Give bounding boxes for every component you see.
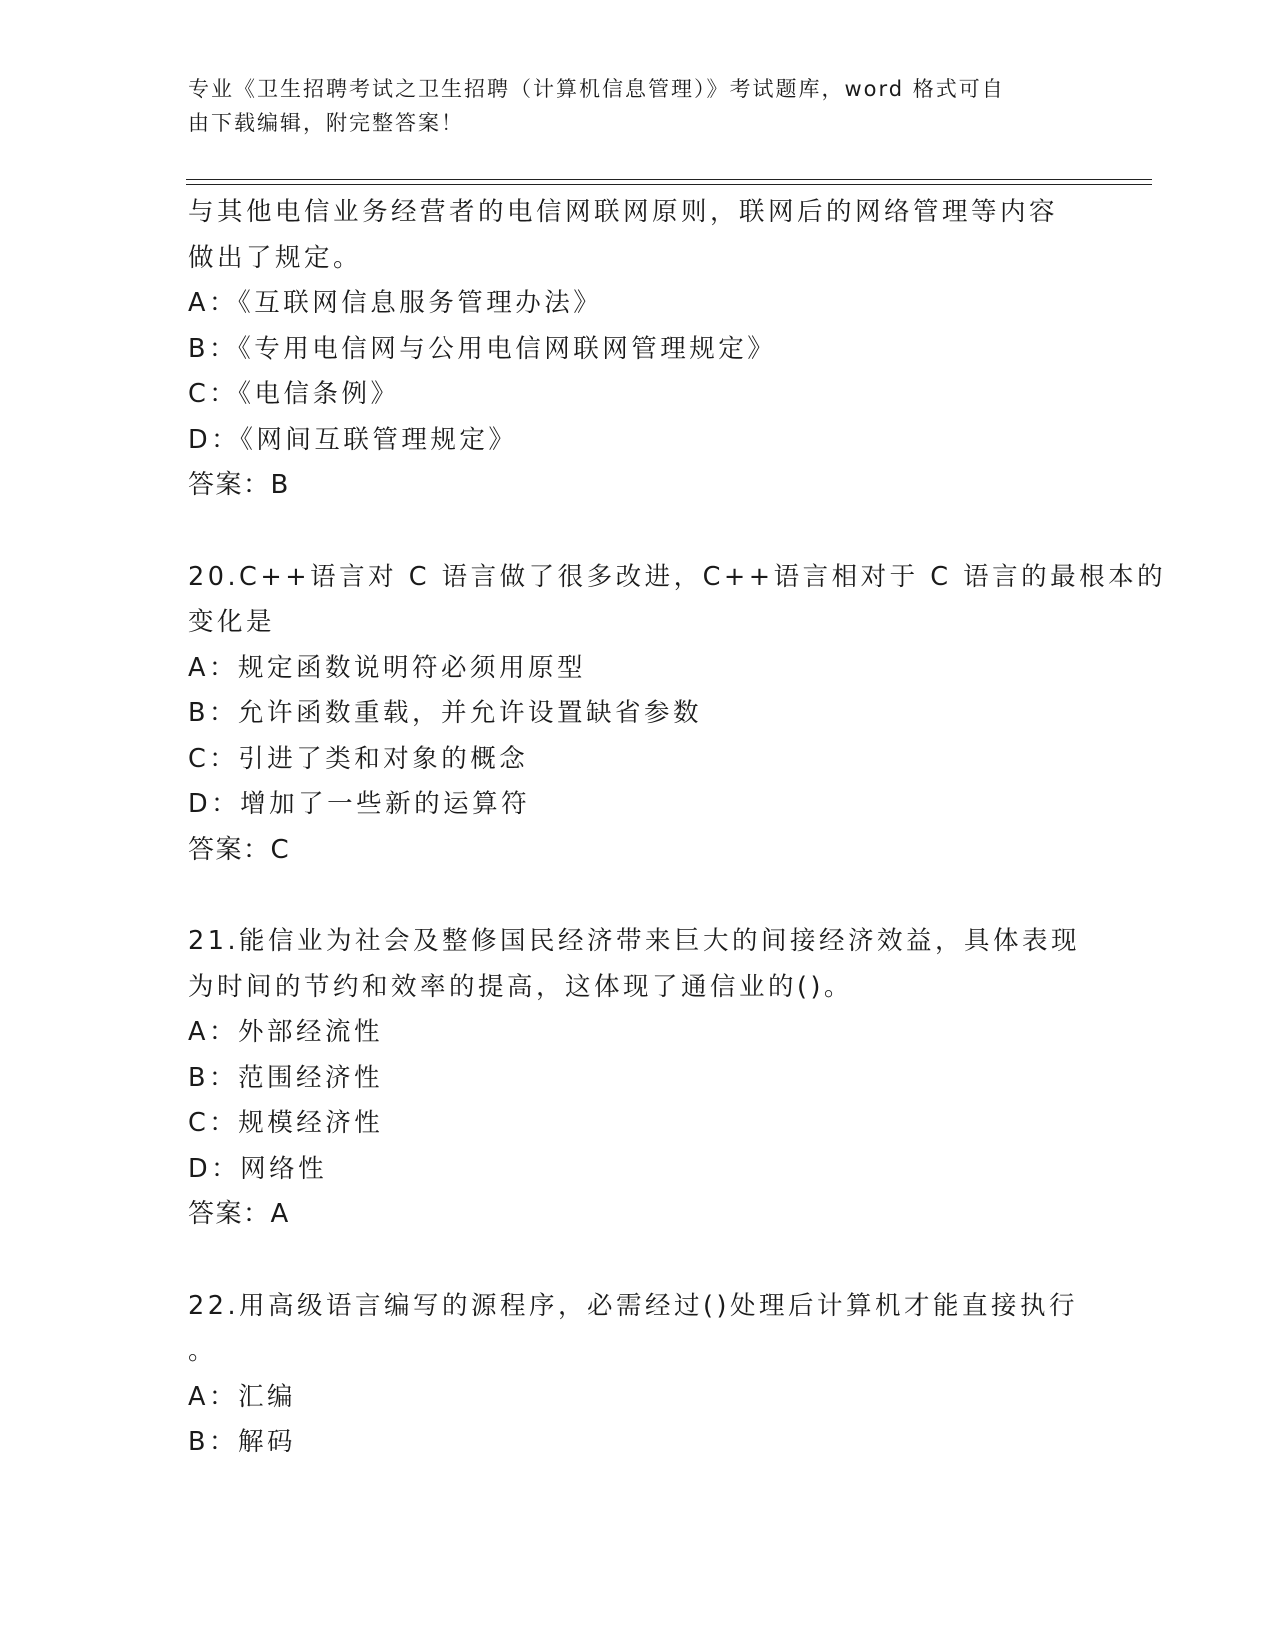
option-b: B：解码: [188, 1427, 296, 1457]
option-a: A：《互联网信息服务管理办法》: [188, 288, 603, 318]
option-a: A：外部经流性: [188, 1017, 383, 1047]
answer: 答案：C: [188, 834, 291, 865]
option-a: A：汇编: [188, 1381, 296, 1412]
option-d: D：《网间互联管理规定》: [188, 424, 518, 455]
question-22: [188, 1284, 1088, 1466]
question-list: [188, 190, 1167, 1466]
option-c: C：规模经济性: [188, 1108, 384, 1138]
option-b: B：《专用电信网与公用电信网联网管理规定》: [188, 333, 777, 364]
question-21: [188, 919, 1088, 1238]
option-c: C：引进了类和对象的概念: [188, 743, 529, 774]
header-divider-top: [186, 179, 1152, 180]
document-header: [188, 72, 1068, 140]
answer: 答案：A: [188, 1199, 290, 1229]
answer: 答案：B: [188, 470, 290, 500]
question-text-line: 变化是: [188, 607, 276, 637]
question-text-line: 。: [188, 1336, 218, 1366]
question-text-line: 与其他电信业务经营者的电信网联网原则，联网后的网络管理等内容: [188, 197, 1059, 227]
header-divider-bottom: [186, 184, 1152, 185]
question-text-line: 22.用高级语言编写的源程序，必需经过()处理后计算机才能直接执行: [188, 1290, 1078, 1321]
option-a: A：规定函数说明符必须用原型: [188, 652, 586, 683]
question-text-line: 20.C++语言对 C 语言做了很多改进，C++语言相对于 C 语言的最根本的: [188, 561, 1167, 592]
option-b: B：允许函数重载，并允许设置缺省参数: [188, 698, 702, 728]
option-d: D：网络性: [188, 1153, 328, 1184]
question-text-line: 做出了规定。: [188, 242, 363, 273]
option-d: D：增加了一些新的运算符: [188, 789, 531, 819]
question-text-line: 为时间的节约和效率的提高，这体现了通信业的()。: [188, 971, 853, 1002]
header-line-1: 专业《卫生招聘考试之卫生招聘（计算机信息管理）》考试题库，word 格式可自: [188, 77, 1005, 101]
question-text-line: 21.能信业为社会及整修国民经济带来巨大的间接经济效益，具体表现: [188, 926, 1081, 956]
question-19: [188, 190, 1088, 509]
option-c: C：《电信条例》: [188, 379, 400, 409]
question-20: [188, 555, 1167, 874]
header-line-2: 由下载编辑，附完整答案！: [188, 111, 464, 135]
option-b: B：范围经济性: [188, 1062, 383, 1093]
